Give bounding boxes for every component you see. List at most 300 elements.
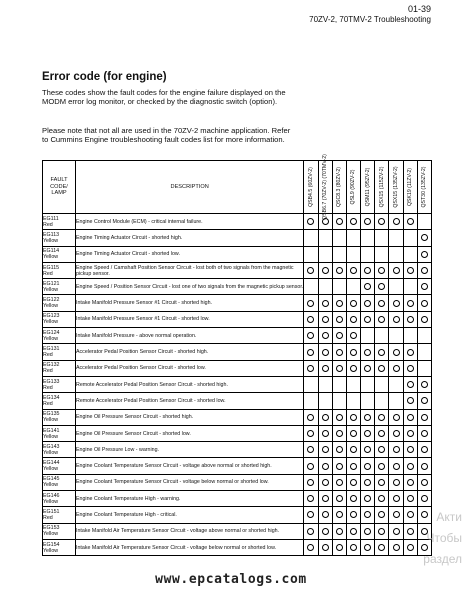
applicable-circle-icon xyxy=(350,218,357,225)
applicable-circle-icon xyxy=(407,267,414,274)
fault-code-cell xyxy=(43,458,76,474)
engine-applicability-cell xyxy=(304,246,318,262)
applicable-circle-icon xyxy=(307,349,314,356)
applicable-circle-icon xyxy=(393,365,400,372)
engine-applicability-cell xyxy=(417,393,431,409)
engine-applicability-cell xyxy=(346,507,360,523)
fault-description: Engine Oil Pressure Sensor Circuit - shorted high. xyxy=(76,409,304,425)
applicable-circle-icon xyxy=(393,267,400,274)
engine-applicability-cell xyxy=(332,442,346,458)
fault-description: Engine Control Module (ECM) - critical internal failure. xyxy=(76,214,304,230)
engine-applicability-cell xyxy=(389,458,403,474)
engine-applicability-cell xyxy=(346,344,360,360)
fault-code: EG151 xyxy=(43,508,60,515)
engine-applicability-cell xyxy=(389,328,403,344)
engine-applicability-cell xyxy=(361,214,375,230)
header-engine-9 xyxy=(417,161,431,214)
applicable-circle-icon xyxy=(336,463,343,470)
engine-applicability-cell xyxy=(318,376,332,392)
applicable-circle-icon xyxy=(322,446,329,453)
applicable-circle-icon xyxy=(322,430,329,437)
ghost-text-3: раздел xyxy=(423,552,462,566)
fault-code: EG144 xyxy=(43,460,60,467)
intro-text: These codes show the fault codes for the engine failure displayed on the MODM error log monitor, or checked by the diagnostic switch (option). xyxy=(42,88,286,107)
engine-applicability-cell xyxy=(375,360,389,376)
applicable-circle-icon xyxy=(364,316,371,323)
engine-label: QST30 (135ZV-2) xyxy=(421,166,428,208)
engine-applicability-cell xyxy=(346,442,360,458)
applicable-circle-icon xyxy=(307,267,314,274)
engine-applicability-cell xyxy=(403,376,417,392)
engine-applicability-cell xyxy=(332,328,346,344)
engine-applicability-cell xyxy=(346,311,360,327)
fault-description: Engine Coolant Temperature Sensor Circuit - voltage below normal or shorted low. xyxy=(76,474,304,490)
applicable-circle-icon xyxy=(350,414,357,421)
fault-code-cell xyxy=(43,507,76,523)
table-row xyxy=(43,507,432,523)
engine-applicability-cell xyxy=(318,311,332,327)
lamp-color: Red xyxy=(43,368,53,375)
engine-applicability-cell xyxy=(403,474,417,490)
applicable-circle-icon xyxy=(336,267,343,274)
applicable-circle-icon xyxy=(336,316,343,323)
engine-applicability-cell xyxy=(304,425,318,441)
engine-applicability-cell xyxy=(361,442,375,458)
applicable-circle-icon xyxy=(407,300,414,307)
table-row xyxy=(43,458,432,474)
applicable-circle-icon xyxy=(350,300,357,307)
engine-applicability-cell xyxy=(304,214,318,230)
engine-applicability-cell xyxy=(332,393,346,409)
engine-applicability-cell xyxy=(417,311,431,327)
engine-applicability-cell xyxy=(318,409,332,425)
engine-applicability-cell xyxy=(346,279,360,295)
lamp-color: Red xyxy=(43,384,53,391)
lamp-color: Yellow xyxy=(43,319,59,326)
engine-applicability-cell xyxy=(318,474,332,490)
engine-applicability-cell xyxy=(375,409,389,425)
engine-applicability-cell xyxy=(346,458,360,474)
fault-code-cell xyxy=(43,328,76,344)
applicable-circle-icon xyxy=(393,414,400,421)
fault-code: EG132 xyxy=(43,362,60,369)
engine-applicability-cell xyxy=(417,507,431,523)
fault-code-cell xyxy=(43,214,76,230)
applicable-circle-icon xyxy=(307,446,314,453)
applicable-circle-icon xyxy=(307,414,314,421)
applicable-circle-icon xyxy=(407,218,414,225)
engine-applicability-cell xyxy=(403,393,417,409)
applicable-circle-icon xyxy=(407,463,414,470)
applicable-circle-icon xyxy=(350,332,357,339)
engine-label: QSB4.5 (60ZV-2) xyxy=(307,167,314,207)
engine-applicability-cell xyxy=(389,295,403,311)
engine-applicability-cell xyxy=(332,425,346,441)
engine-applicability-cell xyxy=(417,474,431,490)
engine-applicability-cell xyxy=(304,491,318,507)
fault-code: EG153 xyxy=(43,525,60,532)
engine-applicability-cell xyxy=(304,507,318,523)
applicable-circle-icon xyxy=(421,300,428,307)
engine-applicability-cell xyxy=(332,491,346,507)
engine-applicability-cell xyxy=(361,262,375,278)
applicable-circle-icon xyxy=(307,544,314,551)
applicable-circle-icon xyxy=(307,479,314,486)
engine-applicability-cell xyxy=(375,279,389,295)
applicable-circle-icon xyxy=(350,316,357,323)
engine-applicability-cell xyxy=(403,246,417,262)
engine-applicability-cell xyxy=(361,474,375,490)
engine-applicability-cell xyxy=(332,523,346,539)
fault-code: EG154 xyxy=(43,541,60,548)
applicable-circle-icon xyxy=(378,218,385,225)
fault-description: Intake Manifold Air Temperature Sensor Circuit - voltage below normal or shorted low. xyxy=(76,539,304,555)
engine-applicability-cell xyxy=(332,507,346,523)
applicable-circle-icon xyxy=(364,365,371,372)
applicable-circle-icon xyxy=(364,479,371,486)
lamp-color: Yellow xyxy=(43,547,59,554)
header-engine-6 xyxy=(375,161,389,214)
table-row xyxy=(43,279,432,295)
applicable-circle-icon xyxy=(421,267,428,274)
fault-description: Engine Timing Actuator Circuit - shorted low. xyxy=(76,246,304,262)
engine-applicability-cell xyxy=(403,442,417,458)
fault-description: Intake Manifold Air Temperature Sensor Circuit - voltage above normal or shorted high. xyxy=(76,523,304,539)
engine-applicability-cell xyxy=(361,230,375,246)
applicable-circle-icon xyxy=(378,511,385,518)
engine-applicability-cell xyxy=(361,507,375,523)
engine-applicability-cell xyxy=(304,523,318,539)
fault-description: Engine Timing Actuator Circuit - shorted high. xyxy=(76,230,304,246)
applicable-circle-icon xyxy=(364,528,371,535)
engine-applicability-cell xyxy=(375,458,389,474)
applicable-circle-icon xyxy=(336,511,343,518)
applicable-circle-icon xyxy=(421,381,428,388)
engine-applicability-cell xyxy=(332,458,346,474)
applicable-circle-icon xyxy=(336,414,343,421)
engine-applicability-cell xyxy=(318,523,332,539)
engine-applicability-cell xyxy=(304,458,318,474)
table-row xyxy=(43,328,432,344)
engine-applicability-cell xyxy=(417,376,431,392)
engine-applicability-cell xyxy=(304,295,318,311)
engine-applicability-cell xyxy=(346,230,360,246)
applicable-circle-icon xyxy=(393,511,400,518)
applicable-circle-icon xyxy=(364,544,371,551)
fault-code: EG121 xyxy=(43,280,60,287)
fault-description: Engine Oil Pressure Low - warning. xyxy=(76,442,304,458)
fault-code-cell xyxy=(43,425,76,441)
applicable-circle-icon xyxy=(350,446,357,453)
engine-applicability-cell xyxy=(417,262,431,278)
applicable-circle-icon xyxy=(407,544,414,551)
applicable-circle-icon xyxy=(407,479,414,486)
applicable-circle-icon xyxy=(336,300,343,307)
applicable-circle-icon xyxy=(407,349,414,356)
engine-applicability-cell xyxy=(318,246,332,262)
engine-label: QSX15 (115ZV-2) xyxy=(378,166,385,208)
engine-applicability-cell xyxy=(304,328,318,344)
lamp-color: Yellow xyxy=(43,335,59,342)
applicable-circle-icon xyxy=(350,544,357,551)
engine-label: QSL9 (90ZV-2) xyxy=(350,169,357,205)
engine-label: QSM11 (95ZV-2) xyxy=(364,167,371,207)
lamp-color: Yellow xyxy=(43,482,59,489)
engine-applicability-cell xyxy=(417,295,431,311)
lamp-color: Yellow xyxy=(43,531,59,538)
engine-applicability-cell xyxy=(361,295,375,311)
engine-applicability-cell xyxy=(403,360,417,376)
applicable-circle-icon xyxy=(322,365,329,372)
fault-description: Engine Speed / Position Sensor Circuit - lost one of two signals from the magnetic pickup sensor. xyxy=(76,279,304,295)
watermark: www.epcatalogs.com xyxy=(155,572,307,587)
applicable-circle-icon xyxy=(322,267,329,274)
applicable-circle-icon xyxy=(378,463,385,470)
engine-applicability-cell xyxy=(332,279,346,295)
engine-applicability-cell xyxy=(361,425,375,441)
applicable-circle-icon xyxy=(322,511,329,518)
applicable-circle-icon xyxy=(378,414,385,421)
engine-applicability-cell xyxy=(389,246,403,262)
engine-applicability-cell xyxy=(375,311,389,327)
applicable-circle-icon xyxy=(421,463,428,470)
applicable-circle-icon xyxy=(364,495,371,502)
applicable-circle-icon xyxy=(407,511,414,518)
table-row xyxy=(43,523,432,539)
applicable-circle-icon xyxy=(307,511,314,518)
engine-applicability-cell xyxy=(375,246,389,262)
lamp-color: Red xyxy=(43,514,53,521)
engine-applicability-cell xyxy=(361,523,375,539)
engine-applicability-cell xyxy=(403,279,417,295)
table-row xyxy=(43,539,432,555)
engine-label: QSK19 (11ZV-2) xyxy=(407,168,414,206)
fault-code-cell xyxy=(43,442,76,458)
engine-applicability-cell xyxy=(346,376,360,392)
engine-applicability-cell xyxy=(403,458,417,474)
engine-applicability-cell xyxy=(417,214,431,230)
fault-code-cell xyxy=(43,523,76,539)
engine-applicability-cell xyxy=(375,442,389,458)
engine-applicability-cell xyxy=(375,262,389,278)
fault-code: EG122 xyxy=(43,297,60,304)
engine-applicability-cell xyxy=(346,246,360,262)
engine-applicability-cell xyxy=(375,539,389,555)
applicable-circle-icon xyxy=(393,430,400,437)
engine-applicability-cell xyxy=(417,360,431,376)
engine-applicability-cell xyxy=(361,279,375,295)
table-row xyxy=(43,295,432,311)
applicable-circle-icon xyxy=(336,446,343,453)
engine-applicability-cell xyxy=(304,230,318,246)
engine-applicability-cell xyxy=(332,262,346,278)
applicable-circle-icon xyxy=(378,446,385,453)
applicable-circle-icon xyxy=(378,267,385,274)
applicable-circle-icon xyxy=(407,528,414,535)
header-engine-5 xyxy=(361,161,375,214)
engine-applicability-cell xyxy=(332,474,346,490)
applicable-circle-icon xyxy=(407,430,414,437)
engine-applicability-cell xyxy=(318,507,332,523)
header-engine-1 xyxy=(304,161,318,214)
applicable-circle-icon xyxy=(407,365,414,372)
applicable-circle-icon xyxy=(378,528,385,535)
engine-applicability-cell xyxy=(389,539,403,555)
engine-applicability-cell xyxy=(389,523,403,539)
applicable-circle-icon xyxy=(378,349,385,356)
applicable-circle-icon xyxy=(364,218,371,225)
fault-description: Engine Coolant Temperature High - warning. xyxy=(76,491,304,507)
header-engine-7 xyxy=(389,161,403,214)
applicable-circle-icon xyxy=(364,430,371,437)
engine-applicability-cell xyxy=(375,214,389,230)
engine-applicability-cell xyxy=(304,344,318,360)
engine-applicability-cell xyxy=(417,344,431,360)
engine-applicability-cell xyxy=(375,507,389,523)
engine-applicability-cell xyxy=(361,458,375,474)
applicable-circle-icon xyxy=(322,479,329,486)
applicable-circle-icon xyxy=(393,495,400,502)
table-header-row xyxy=(43,161,432,214)
applicable-circle-icon xyxy=(350,479,357,486)
fault-code: EG134 xyxy=(43,394,60,401)
engine-applicability-cell xyxy=(389,230,403,246)
engine-applicability-cell xyxy=(304,409,318,425)
engine-applicability-cell xyxy=(403,523,417,539)
applicable-circle-icon xyxy=(322,463,329,470)
fault-code-cell xyxy=(43,279,76,295)
applicable-circle-icon xyxy=(421,234,428,241)
engine-applicability-cell xyxy=(361,360,375,376)
engine-applicability-cell xyxy=(403,344,417,360)
fault-code: EG135 xyxy=(43,411,60,418)
fault-description: Remote Accelerator Pedal Position Sensor Circuit - shorted low. xyxy=(76,393,304,409)
lamp-color: Red xyxy=(43,270,53,277)
engine-label: QSB6.7 (70ZV-2) (70TMV-2) xyxy=(322,154,329,220)
applicable-circle-icon xyxy=(336,544,343,551)
fault-code: EG124 xyxy=(43,329,60,336)
fault-code-cell xyxy=(43,393,76,409)
applicable-circle-icon xyxy=(350,528,357,535)
engine-applicability-cell xyxy=(389,393,403,409)
engine-applicability-cell xyxy=(375,491,389,507)
fault-code-cell xyxy=(43,360,76,376)
engine-applicability-cell xyxy=(304,360,318,376)
applicable-circle-icon xyxy=(421,414,428,421)
engine-applicability-cell xyxy=(318,442,332,458)
note-paragraph xyxy=(42,126,292,144)
fault-code-cell xyxy=(43,246,76,262)
applicable-circle-icon xyxy=(407,381,414,388)
table-row xyxy=(43,474,432,490)
engine-applicability-cell xyxy=(375,230,389,246)
applicable-circle-icon xyxy=(421,495,428,502)
applicable-circle-icon xyxy=(378,365,385,372)
intro-paragraph xyxy=(42,88,292,106)
applicable-circle-icon xyxy=(350,495,357,502)
fault-code: EG143 xyxy=(43,443,60,450)
fault-description: Accelerator Pedal Position Sensor Circuit - shorted high. xyxy=(76,344,304,360)
applicable-circle-icon xyxy=(307,495,314,502)
engine-applicability-cell xyxy=(403,409,417,425)
fault-code: EG131 xyxy=(43,346,60,353)
engine-applicability-cell xyxy=(318,360,332,376)
fault-code-cell xyxy=(43,295,76,311)
applicable-circle-icon xyxy=(350,430,357,437)
engine-applicability-cell xyxy=(389,279,403,295)
applicable-circle-icon xyxy=(336,218,343,225)
engine-applicability-cell xyxy=(375,523,389,539)
engine-label: QSX15 (135ZV-2) xyxy=(393,166,400,208)
fault-code: EG115 xyxy=(43,264,60,271)
applicable-circle-icon xyxy=(364,463,371,470)
engine-applicability-cell xyxy=(346,295,360,311)
engine-applicability-cell xyxy=(346,425,360,441)
engine-applicability-cell xyxy=(403,507,417,523)
applicable-circle-icon xyxy=(336,528,343,535)
header-engine-8 xyxy=(403,161,417,214)
page-subtitle: 70ZV-2, 70TMV-2 Troubleshooting xyxy=(309,15,431,24)
table-row xyxy=(43,393,432,409)
engine-applicability-cell xyxy=(346,523,360,539)
engine-applicability-cell xyxy=(346,491,360,507)
fault-description: Accelerator Pedal Position Sensor Circuit - shorted low. xyxy=(76,360,304,376)
engine-applicability-cell xyxy=(318,262,332,278)
engine-applicability-cell xyxy=(318,230,332,246)
engine-applicability-cell xyxy=(389,425,403,441)
lamp-color: Yellow xyxy=(43,417,59,424)
engine-applicability-cell xyxy=(403,311,417,327)
applicable-circle-icon xyxy=(407,316,414,323)
applicable-circle-icon xyxy=(364,446,371,453)
applicable-circle-icon xyxy=(322,544,329,551)
engine-applicability-cell xyxy=(332,311,346,327)
applicable-circle-icon xyxy=(336,479,343,486)
engine-applicability-cell xyxy=(318,393,332,409)
header-engine-4 xyxy=(346,161,360,214)
engine-applicability-cell xyxy=(375,474,389,490)
fault-code-table xyxy=(42,154,432,556)
applicable-circle-icon xyxy=(307,300,314,307)
header-fault-code: FAULT CODE/ LAMP xyxy=(43,161,76,214)
engine-applicability-cell xyxy=(417,230,431,246)
applicable-circle-icon xyxy=(393,544,400,551)
applicable-circle-icon xyxy=(307,316,314,323)
engine-applicability-cell xyxy=(318,539,332,555)
engine-applicability-cell xyxy=(389,474,403,490)
fault-code: EG145 xyxy=(43,476,60,483)
table-row xyxy=(43,214,432,230)
fault-code-cell xyxy=(43,539,76,555)
applicable-circle-icon xyxy=(307,218,314,225)
applicable-circle-icon xyxy=(350,349,357,356)
header-engine-2 xyxy=(318,154,332,220)
engine-applicability-cell xyxy=(332,539,346,555)
lamp-color: Red xyxy=(43,400,53,407)
engine-applicability-cell xyxy=(361,491,375,507)
lamp-color: Yellow xyxy=(43,498,59,505)
applicable-circle-icon xyxy=(378,300,385,307)
engine-applicability-cell xyxy=(389,360,403,376)
applicable-circle-icon xyxy=(393,479,400,486)
applicable-circle-icon xyxy=(350,463,357,470)
engine-applicability-cell xyxy=(318,425,332,441)
table-row xyxy=(43,360,432,376)
applicable-circle-icon xyxy=(407,495,414,502)
engine-applicability-cell xyxy=(332,376,346,392)
applicable-circle-icon xyxy=(407,397,414,404)
applicable-circle-icon xyxy=(307,332,314,339)
